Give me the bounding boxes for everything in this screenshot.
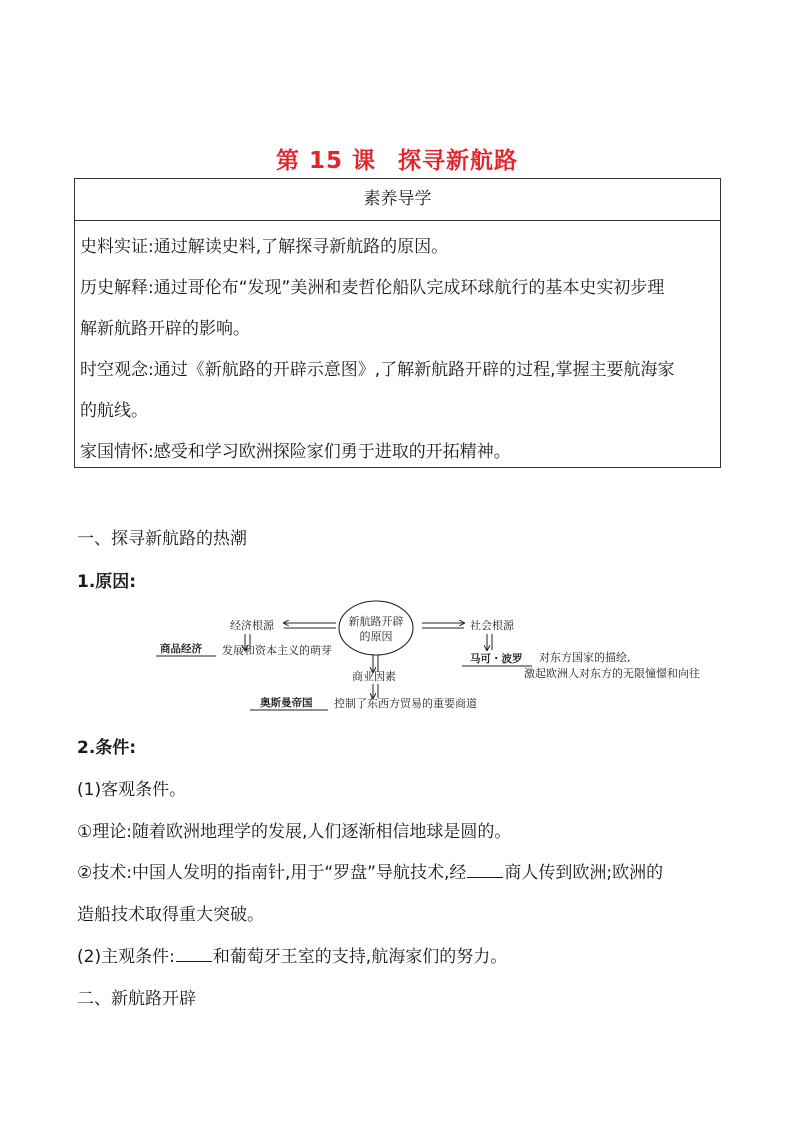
guide-heading: 素养导学 <box>75 179 720 221</box>
commodity-economy: 商品经济 <box>160 643 202 655</box>
objective-conditions: (1)客观条件。 <box>77 780 187 800</box>
commercial-detail: 控制了东西方贸易的重要商道 <box>334 697 477 710</box>
fill-blank-spain[interactable] <box>176 947 212 962</box>
tech-condition-line2: 造船技术取得重大突破。 <box>77 905 264 925</box>
center-label-1: 新航路开辟 <box>348 615 404 628</box>
social-detail-2: 激起欧洲人对东方的无限憧憬和向往 <box>524 667 700 680</box>
reasons-diagram <box>150 598 700 716</box>
subjective-conditions <box>77 942 507 967</box>
center-ellipse <box>339 601 413 655</box>
guide-body <box>75 221 720 473</box>
commercial-down-arrows <box>373 684 378 698</box>
left-double-arrow <box>284 623 336 628</box>
lesson-number: 第 15 课 <box>275 148 377 174</box>
tech-text-1: ②技术:中国人发明的指南针,用于“罗盘”导航技术,经 <box>77 863 467 883</box>
guide-line: 时空观念:通过《新航路的开辟示意图》,了解新航路开辟的过程,掌握主要航海家 <box>80 360 675 380</box>
section1-heading: 一、探寻新航路的热潮 <box>77 529 247 549</box>
page-title <box>0 142 794 175</box>
guide-line: 史料实证:通过解读史料,了解探寻新航路的原因。 <box>80 237 449 257</box>
marco-polo: 马可・波罗 <box>470 653 523 665</box>
tech-condition-line1 <box>77 858 663 883</box>
literacy-guide-box <box>74 178 721 468</box>
lesson-name: 探寻新航路 <box>398 148 519 174</box>
social-detail-1: 对东方国家的描绘, <box>539 651 631 664</box>
subjective-text-1: (2)主观条件: <box>77 947 175 967</box>
guide-line: 历史解释:通过哥伦布“发现”美洲和麦哲伦船队完成环球航行的基本史实初步理 <box>80 278 665 298</box>
theory-condition: ①理论:随着欧洲地理学的发展,人们逐渐相信地球是圆的。 <box>77 822 512 842</box>
guide-line: 的航线。 <box>80 401 148 421</box>
commercial-factor: 商业因素 <box>352 670 396 683</box>
social-down-arrows <box>487 634 492 650</box>
right-double-arrow <box>422 623 464 628</box>
ottoman-empire: 奥斯曼帝国 <box>260 697 313 709</box>
section2-heading: 二、新航路开辟 <box>77 989 196 1009</box>
guide-line: 解新航路开辟的影响。 <box>80 319 250 339</box>
tech-text-2: 商人传到欧洲;欧洲的 <box>504 863 664 883</box>
guide-line: 家国情怀:感受和学习欧洲探险家们勇于进取的开拓精神。 <box>80 442 511 462</box>
fill-blank-merchants[interactable] <box>467 863 503 878</box>
subjective-text-2: 和葡萄牙王室的支持,航海家们的努力。 <box>212 947 508 967</box>
conditions-label: 2.条件: <box>77 738 137 758</box>
economic-detail: 发展和资本主义的萌芽 <box>222 644 332 657</box>
economic-root: 经济根源 <box>230 619 274 632</box>
center-label-2: 的原因 <box>359 630 393 643</box>
reason-label: 1.原因: <box>77 572 137 592</box>
social-root: 社会根源 <box>470 619 514 632</box>
